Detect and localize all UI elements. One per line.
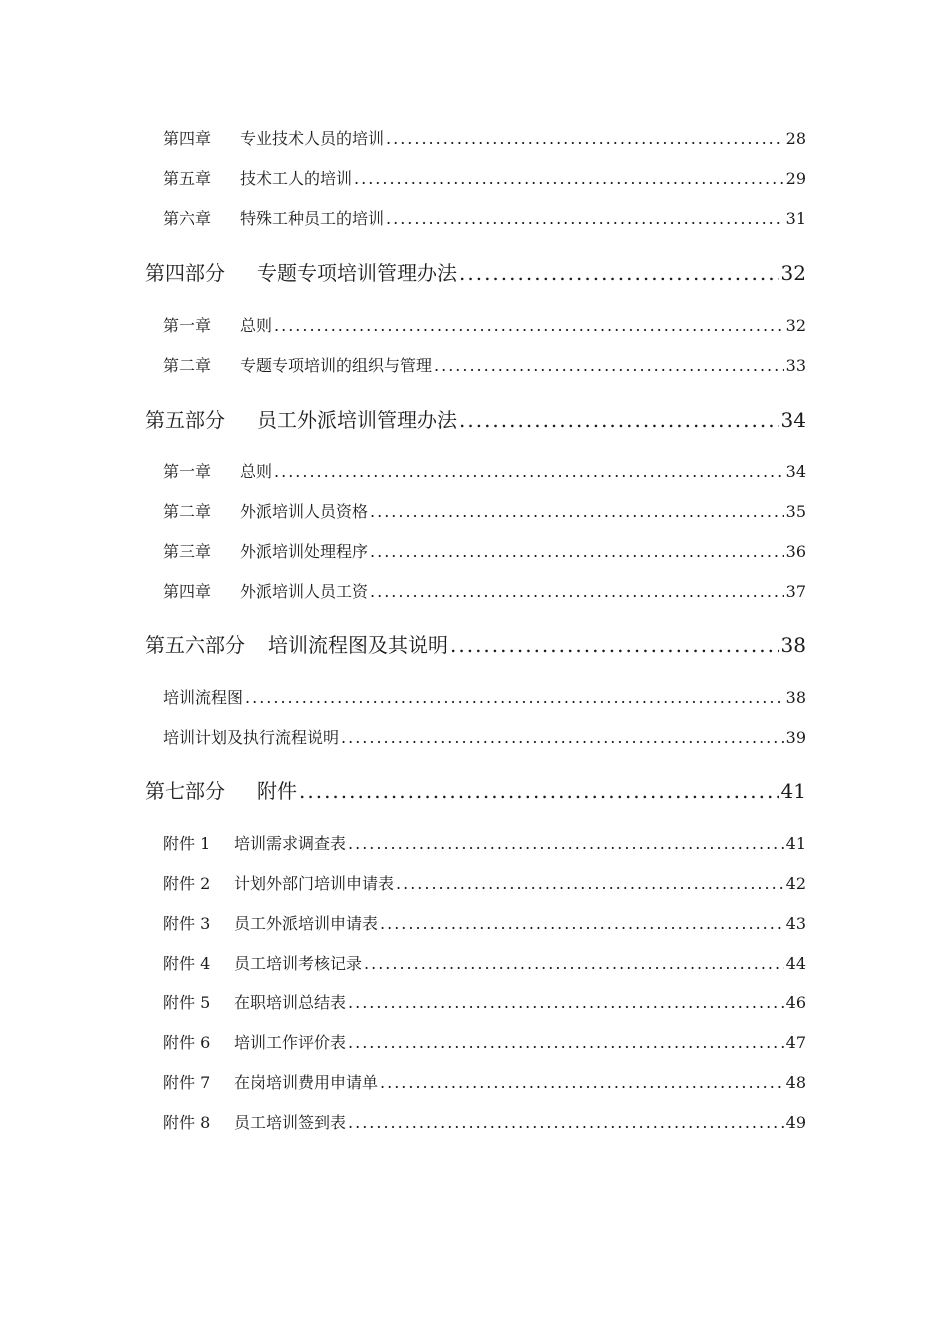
dot-leader: [370, 502, 784, 521]
toc-entry-title: 外派培训人员资格: [240, 502, 369, 521]
toc-entry[interactable]: [163, 1070, 806, 1093]
toc-entry[interactable]: [163, 990, 806, 1013]
dot-leader: [245, 688, 784, 707]
toc-entry-title: 员工培训考核记录: [234, 954, 363, 973]
toc-entry[interactable]: [163, 871, 806, 894]
toc-entry-title: 总则: [240, 462, 273, 481]
dot-leader: [341, 728, 784, 747]
toc-entry-title: 培训工作评价表: [234, 1033, 347, 1052]
toc-entry-title: 员工外派培训申请表: [234, 914, 379, 933]
toc-entry-title: 员工培训签到表: [234, 1113, 347, 1132]
dot-leader: [299, 779, 779, 803]
toc-entry-number: 第五章: [163, 169, 212, 188]
dot-leader: [348, 1113, 784, 1132]
toc-entry[interactable]: [163, 911, 806, 934]
toc-entry[interactable]: [163, 353, 806, 376]
toc-part-entry[interactable]: [145, 629, 806, 658]
toc-entry-title: 在职培训总结表: [234, 993, 347, 1012]
toc-part-number: 第四部分: [145, 261, 225, 285]
toc-part-title: 培训流程图及其说明: [268, 633, 448, 657]
toc-entry-title: 技术工人的培训: [240, 169, 353, 188]
dot-leader: [450, 633, 779, 657]
dot-leader: [364, 954, 784, 973]
toc-entry[interactable]: [163, 831, 806, 854]
toc-entry-title: 培训流程图: [163, 688, 244, 707]
toc-part-number: 第五部分: [145, 408, 225, 432]
toc-part-page: 34: [780, 408, 806, 432]
toc-entry-page: 41: [785, 834, 806, 853]
dot-leader: [396, 874, 784, 893]
toc-entry-page: 31: [785, 209, 806, 228]
toc-entry-page: 42: [785, 874, 806, 893]
dot-leader: [370, 582, 784, 601]
toc-entry-number: 第一章: [163, 316, 212, 335]
toc-entry-title: 外派培训人员工资: [240, 582, 369, 601]
toc-entry-title: 专业技术人员的培训: [240, 129, 385, 148]
toc-entry-page: 48: [785, 1073, 806, 1092]
toc-entry-page: 34: [785, 462, 806, 481]
dot-leader: [386, 129, 784, 148]
toc-entry[interactable]: [163, 459, 806, 482]
toc-entry-number: 第一章: [163, 462, 212, 481]
toc-part-number: 第七部分: [145, 779, 225, 803]
dot-leader: [459, 261, 779, 285]
toc-entry-page: 36: [785, 542, 806, 561]
toc-entry[interactable]: [163, 579, 806, 602]
toc-entry-number: 第二章: [163, 502, 212, 521]
toc-entry-title: 在岗培训费用申请单: [234, 1073, 379, 1092]
toc-entry-number: 第三章: [163, 542, 212, 561]
toc-entry[interactable]: [163, 539, 806, 562]
dot-leader: [459, 408, 779, 432]
toc-entry-title: 特殊工种员工的培训: [240, 209, 385, 228]
toc-entry-number: 附件 4: [163, 954, 211, 973]
toc-entry[interactable]: [163, 206, 806, 229]
toc-entry[interactable]: [163, 685, 806, 708]
toc-entry-number: 附件 7: [163, 1073, 211, 1092]
dot-leader: [434, 356, 784, 375]
toc-entry[interactable]: [163, 1110, 806, 1133]
toc-part-title: 员工外派培训管理办法: [257, 408, 457, 432]
toc-entry-number: 第二章: [163, 356, 212, 375]
toc-entry-page: 37: [785, 582, 806, 601]
toc-entry-page: 39: [785, 728, 806, 747]
dot-leader: [348, 834, 784, 853]
toc-entry-number: 第四章: [163, 582, 212, 601]
toc-part-page: 41: [780, 779, 806, 803]
toc-entry[interactable]: [163, 499, 806, 522]
toc-entry-page: 43: [785, 914, 806, 933]
toc-entry[interactable]: [163, 313, 806, 336]
toc-part-entry[interactable]: [145, 257, 806, 286]
toc-entry-page: 44: [785, 954, 806, 973]
toc-part-page: 32: [780, 261, 806, 285]
toc-entry-page: 29: [785, 169, 806, 188]
toc-entry-number: 第六章: [163, 209, 212, 228]
dot-leader: [354, 169, 784, 188]
toc-entry-number: 附件 3: [163, 914, 211, 933]
toc-entry-page: 47: [785, 1033, 806, 1052]
toc-entry-title: 培训计划及执行流程说明: [163, 728, 340, 747]
toc-entry-page: 35: [785, 502, 806, 521]
toc-entry-page: 38: [785, 688, 806, 707]
toc-entry-number: 附件 2: [163, 874, 211, 893]
toc-entry-title: 外派培训处理程序: [240, 542, 369, 561]
dot-leader: [386, 209, 784, 228]
toc-entry-title: 培训需求调查表: [234, 834, 347, 853]
dot-leader: [274, 462, 784, 481]
toc-entry[interactable]: [163, 951, 806, 974]
toc-entry[interactable]: [163, 1030, 806, 1053]
dot-leader: [380, 1073, 784, 1092]
toc-entry-page: 28: [785, 129, 806, 148]
toc-entry-title: 总则: [240, 316, 273, 335]
toc-entry-number: 附件 1: [163, 834, 211, 853]
toc-part-entry[interactable]: [145, 404, 806, 433]
dot-leader: [274, 316, 784, 335]
toc-entry-title: 专题专项培训的组织与管理: [240, 356, 433, 375]
toc-part-number: 第五六部分: [145, 633, 245, 657]
dot-leader: [348, 993, 784, 1012]
toc-entry[interactable]: [163, 166, 806, 189]
toc-entry-page: 32: [785, 316, 806, 335]
toc-entry-number: 附件 8: [163, 1113, 211, 1132]
toc-part-title: 专题专项培训管理办法: [257, 261, 457, 285]
dot-leader: [380, 914, 784, 933]
toc-part-page: 38: [780, 633, 806, 657]
toc-entry[interactable]: [163, 126, 806, 149]
toc-entry-number: 附件 5: [163, 993, 211, 1012]
toc-part-entry[interactable]: [145, 775, 806, 804]
toc-entry-number: 第四章: [163, 129, 212, 148]
toc-entry[interactable]: [163, 725, 806, 748]
toc-part-title: 附件: [257, 779, 297, 803]
toc-entry-number: 附件 6: [163, 1033, 211, 1052]
toc-entry-page: 46: [785, 993, 806, 1012]
dot-leader: [370, 542, 784, 561]
toc-entry-title: 计划外部门培训申请表: [234, 874, 395, 893]
dot-leader: [348, 1033, 784, 1052]
toc-entry-page: 49: [785, 1113, 806, 1132]
toc-entry-page: 33: [785, 356, 806, 375]
